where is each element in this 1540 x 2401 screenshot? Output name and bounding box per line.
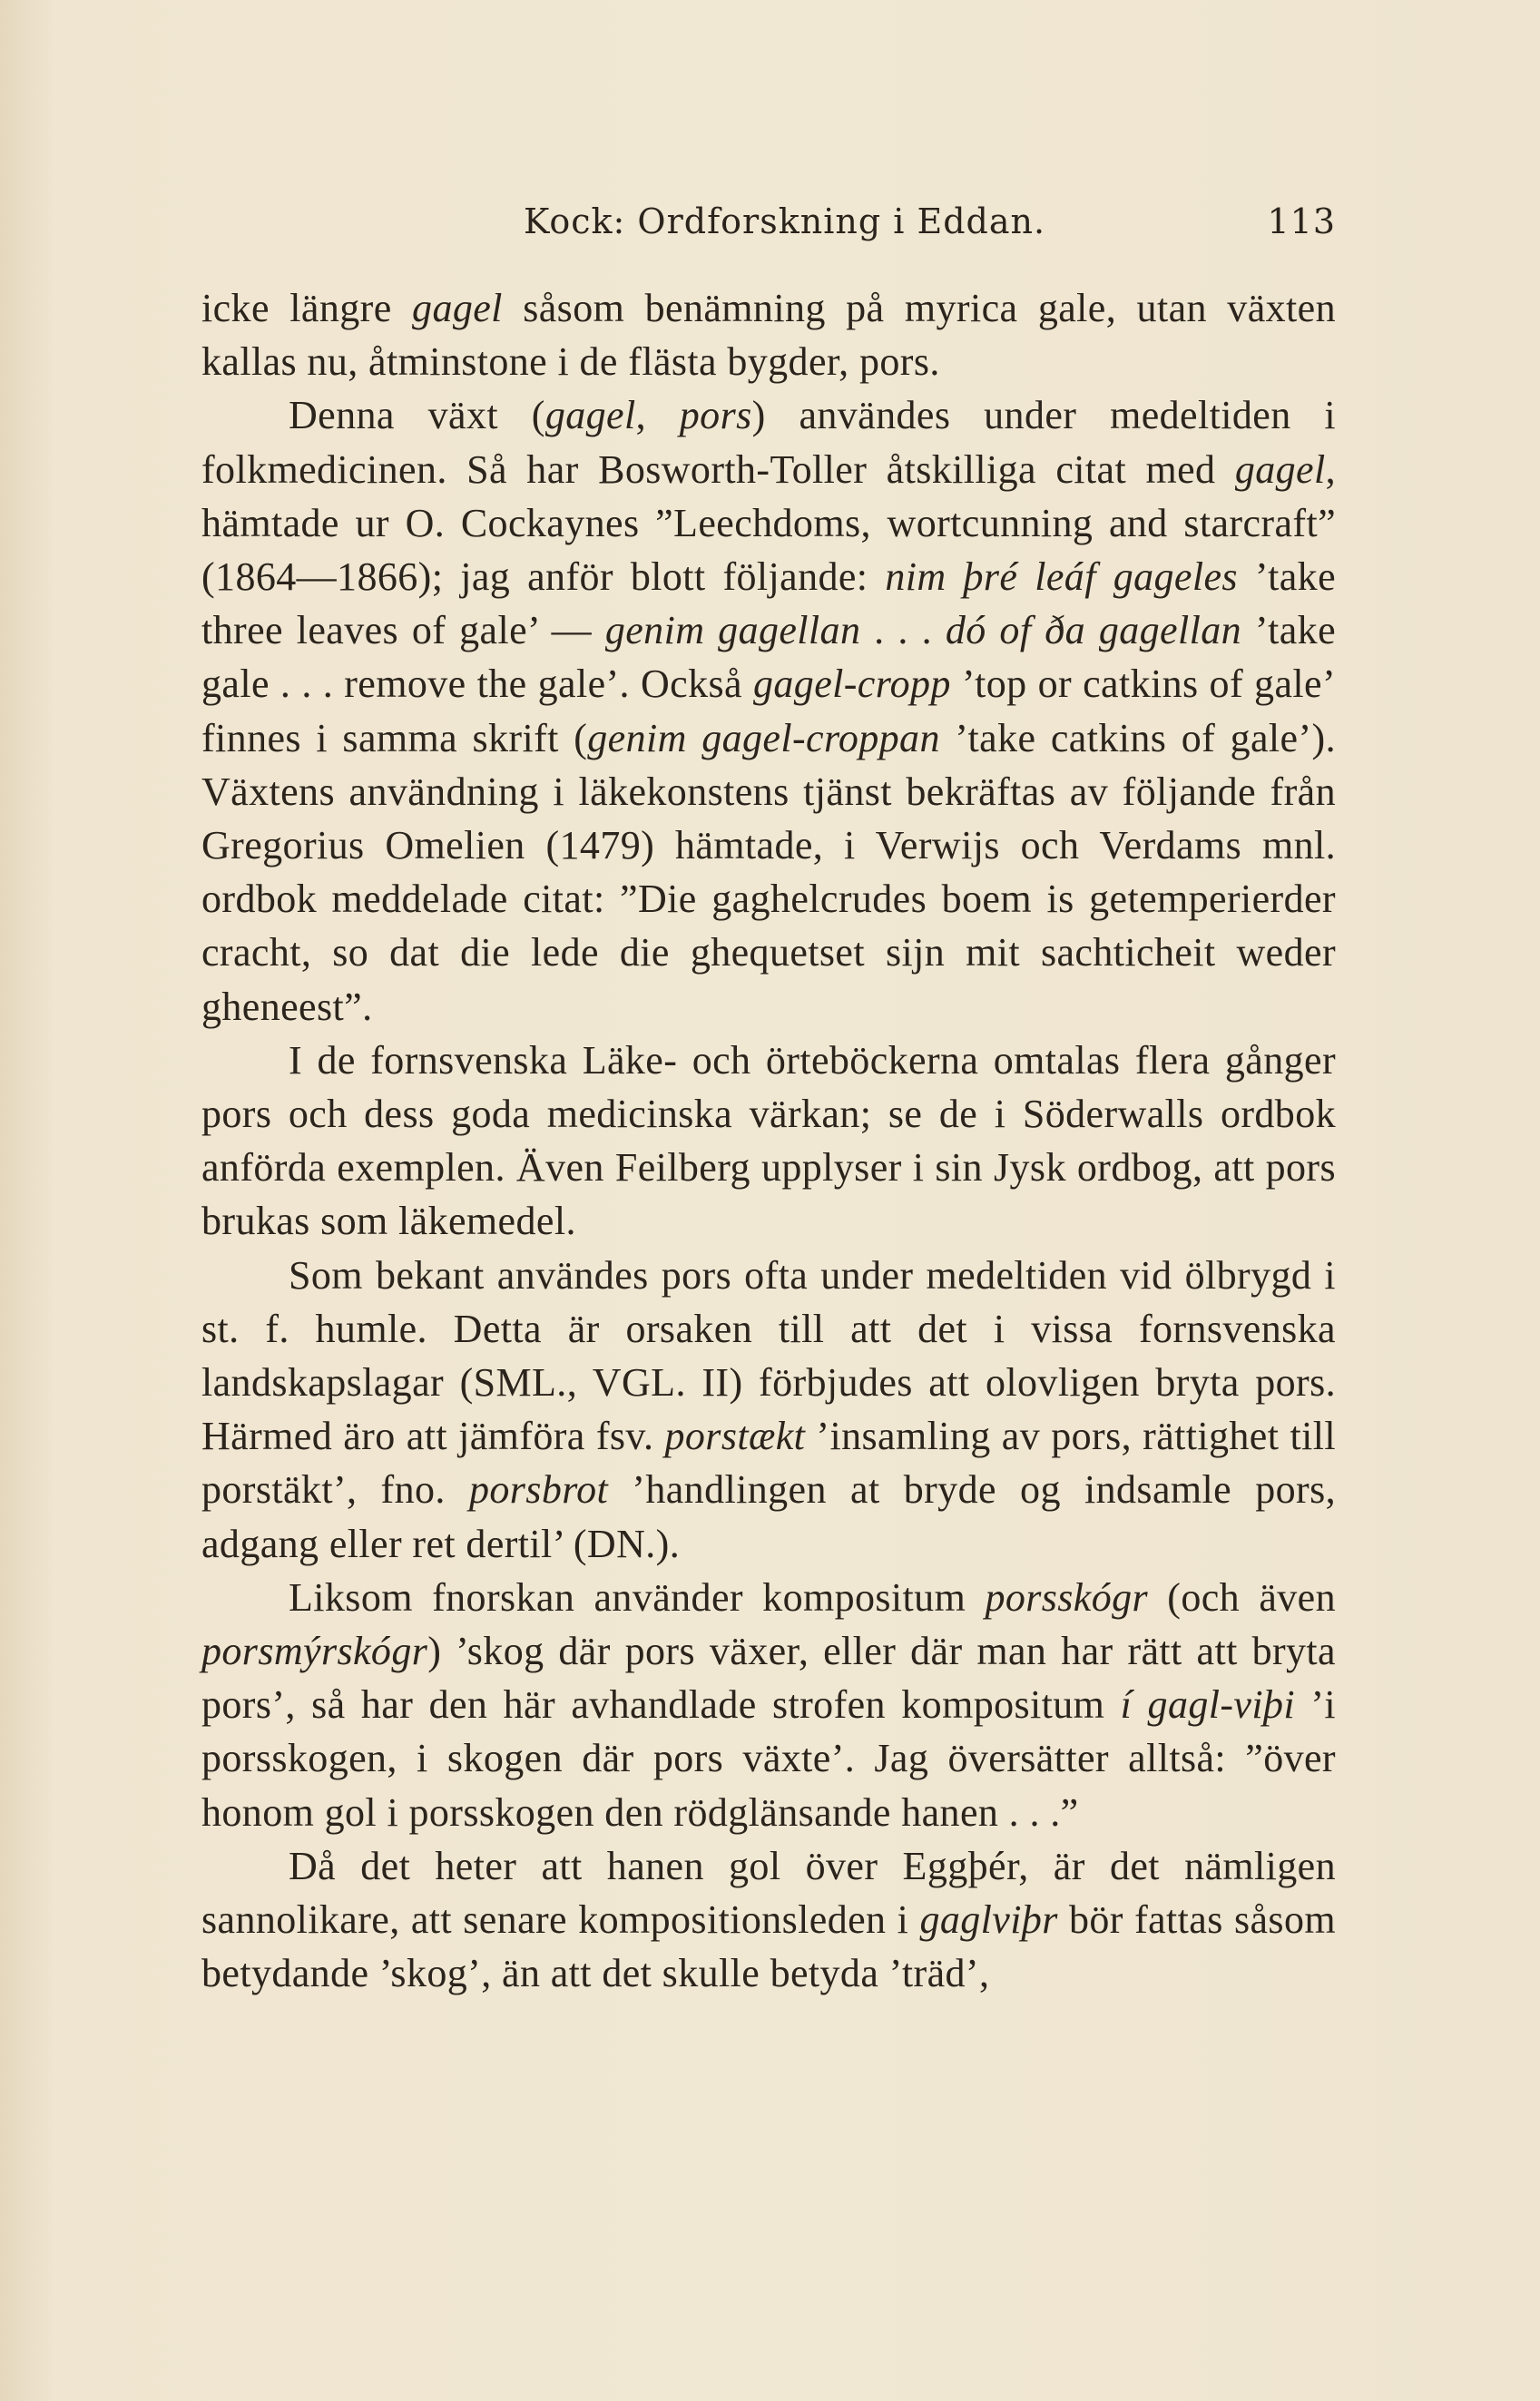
paragraph-6: Då det heter att hanen gol över Eggþér, är det nämligen sannolikare, att senare kompositionsleden i gaglviþr bör fattas såsom betydande ’skog’, än att det skulle betyda ’träd’, xyxy=(201,1843,1336,1996)
running-head xyxy=(201,201,1336,256)
paragraph-4: Som bekant användes pors ofta under medeltiden vid ölbrygd i st. f. humle. Detta är orsaken till att det i vissa fornsvenska landskapslagar (SML., VGL. II) förbjudes att olovligen bryta pors. Härmed äro att jämföra fsv. porstækt ’insamling av pors, rättighet till porstäkt’, fno. porsbrot ’handlingen at bryde og indsamle pors, adgang eller ret dertil’ (DN.). xyxy=(201,1252,1336,1566)
paragraph-5: Liksom fnorskan använder kompositum porsskógr (och även porsmýrskógr) ’skog där pors växer, eller där man har rätt att bryta pors’, så har den här avhandlade strofen kompositum í gagl-viþi ’i porsskogen, i skogen där pors växte’. Jag översätter alltså: ”över honom gol i porsskogen den rödglänsande hanen . . .” xyxy=(201,1574,1337,1835)
paragraph-3: I de fornsvenska Läke- och örteböckerna omtalas flera gånger pors och dess goda medicinska värkan; se de i Söderwalls ordbok anförda exemplen. Även Feilberg upplyser i sin Jysk ordbog, att pors brukas som läkemedel. xyxy=(201,1037,1336,1244)
paragraph-2: Denna växt (gagel, pors) användes under medeltiden i folkmedicinen. Så har Bosworth-Toller åtskilliga citat med gagel, hämtade ur O. Cockaynes ”Leechdoms, wortcunning and starcraft” (1864—1866); jag anför blott följande: nim þré leáf gageles ’take three leaves of gale’ — genim gagellan . . . dó of ða gagellan ’take gale . . . remove the gale’. Också gagel-cropp ’top or catkins of gale’ finnes i samma skrift (genim gagel-croppan ’take catkins of gale’). Växtens användning i läkekonstens tjänst bekräftas av följande från Gregorius Omelien (1479) hämtade, i Verwijs och Verdams mnl. ordbok meddelade citat: ”Die gaghelcrudes boem is getemperierder cracht, so dat die lede die ghequetset sijn mit sachticheit weder gheneest”. xyxy=(201,393,1337,1029)
running-title: Kock: Ordforskning i Eddan. xyxy=(524,201,1046,241)
body-text xyxy=(201,281,1336,2001)
page-number: 113 xyxy=(1267,201,1336,241)
paragraph-1: icke längre gagel såsom benämning på myrica gale, utan växten kallas nu, åtminstone i de flästa bygder, pors. xyxy=(201,286,1336,385)
